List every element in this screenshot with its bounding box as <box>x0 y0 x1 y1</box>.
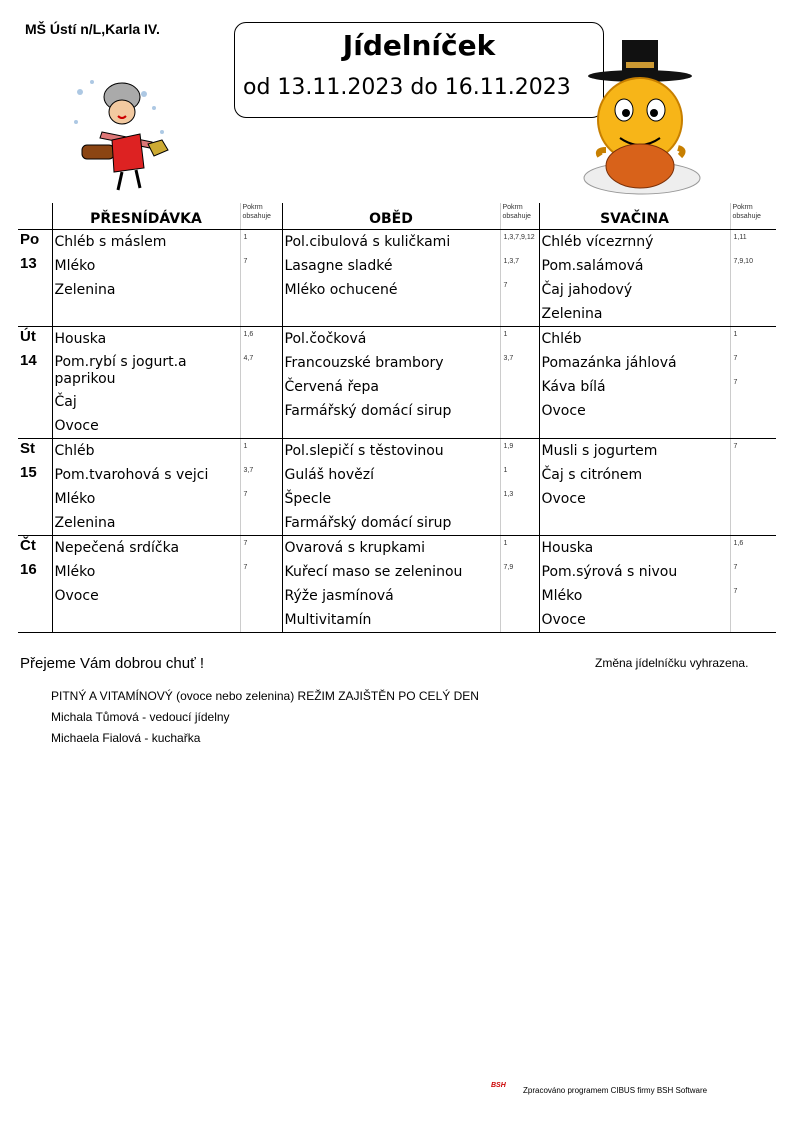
allergen-codes: 1,3 <box>503 491 514 498</box>
snack-cell <box>539 439 730 536</box>
girl-eating-illustration <box>62 72 192 194</box>
menu-item: Ovoce <box>54 418 99 434</box>
allergen-codes <box>731 487 777 511</box>
day-row <box>18 439 776 536</box>
allergen-codes: 7 <box>243 564 248 571</box>
drinking-regime-note: PITNÝ A VITAMÍNOVÝ (ovoce nebo zelenina) REŽIM ZAJIŠTĚN PO CELÝ DEN <box>51 689 479 703</box>
menu-item: Chléb s máslem <box>54 234 167 250</box>
allergen-codes: 7,9 <box>503 564 514 571</box>
menu-item: Zelenina <box>54 515 116 531</box>
day-abbr: Čt <box>20 537 36 554</box>
day-number: 16 <box>20 561 37 578</box>
menu-item: Čaj jahodový <box>541 282 633 298</box>
snack-allergen-header: Pokrm obsahuje <box>730 203 776 230</box>
lunch-allergen-cell <box>500 536 539 633</box>
bsh-logo: BSH <box>491 1082 506 1089</box>
menu-item: Chléb <box>54 443 95 459</box>
breakfast-cell <box>52 536 240 633</box>
day-number: 14 <box>20 352 37 369</box>
change-notice: Změna jídelníčku vyhrazena. <box>595 656 749 670</box>
snack-header: SVAČINA <box>539 203 730 230</box>
menu-item: Rýže jasmínová <box>284 588 394 604</box>
day-abbr: Po <box>20 231 40 248</box>
menu-item: Farmářský domácí sirup <box>284 403 452 419</box>
allergen-codes: 4,7 <box>243 355 254 362</box>
allergen-codes: 1,9 <box>503 443 514 450</box>
allergen-codes: 1 <box>733 331 738 338</box>
allergen-codes: 7 <box>733 588 738 595</box>
lunch-allergen-cell <box>500 327 539 439</box>
menu-item: Pol.cibulová s kuličkami <box>284 234 451 250</box>
menu-item: Multivitamín <box>284 612 372 628</box>
lunch-cell <box>282 536 500 633</box>
allergen-codes <box>731 399 777 423</box>
allergen-codes: 1 <box>243 443 248 450</box>
allergen-codes: 3,7 <box>503 355 514 362</box>
menu-item: Zelenina <box>541 306 603 322</box>
day-label <box>18 327 52 439</box>
day-number: 13 <box>20 255 37 272</box>
allergen-codes: 7 <box>503 282 508 289</box>
allergen-codes <box>501 511 539 535</box>
menu-item: Farmářský domácí sirup <box>284 515 452 531</box>
allergen-codes: 1 <box>243 234 248 241</box>
breakfast-allergen-cell <box>240 536 282 633</box>
allergen-codes <box>241 414 282 438</box>
allergen-codes: 3,7 <box>243 467 254 474</box>
menu-item: Pom.tvarohová s vejci <box>54 467 209 483</box>
day-row <box>18 230 776 327</box>
breakfast-header: PŘESNÍDÁVKA <box>52 203 240 230</box>
day-abbr: St <box>20 440 35 457</box>
breakfast-cell <box>52 327 240 439</box>
menu-item: Ovarová s krupkami <box>284 540 426 556</box>
allergen-codes <box>501 399 539 423</box>
menu-item: Houska <box>541 540 594 556</box>
allergen-codes: 7 <box>243 491 248 498</box>
cook-name: Michaela Fialová - kuchařka <box>51 731 201 745</box>
allergen-codes: 1,3,7,9,12 <box>503 234 535 241</box>
allergen-codes: 1,6 <box>243 331 254 338</box>
menu-item: Musli s jogurtem <box>541 443 658 459</box>
menu-item: Nepečená srdíčka <box>54 540 180 556</box>
allergen-codes <box>501 608 539 632</box>
menu-item: Pom.salámová <box>541 258 644 274</box>
menu-item: Pomazánka jáhlová <box>541 355 677 371</box>
lunch-header: OBĚD <box>282 203 500 230</box>
menu-item: Čaj s citrónem <box>541 467 643 483</box>
menu-item <box>283 302 500 326</box>
menu-item: Mléko <box>541 588 583 604</box>
snack-allergen-cell <box>730 230 776 327</box>
menu-item: Francouzské brambory <box>284 355 444 371</box>
day-label <box>18 536 52 633</box>
allergen-codes: 7 <box>733 355 738 362</box>
school-name: MŠ Ústí n/L,Karla IV. <box>25 21 160 37</box>
allergen-codes <box>731 463 777 487</box>
allergen-codes <box>731 608 777 632</box>
software-credit: Zpracováno programem CIBUS firmy BSH Software <box>523 1086 708 1095</box>
lunch-cell <box>282 230 500 327</box>
menu-item: Lasagne sladké <box>284 258 393 274</box>
allergen-codes <box>241 278 282 302</box>
menu-item: Zelenina <box>54 282 116 298</box>
menu-item: Čaj <box>54 394 77 410</box>
snack-cell <box>539 536 730 633</box>
menu-item: Ovoce <box>54 588 99 604</box>
allergen-codes: 1,6 <box>733 540 744 547</box>
menu-item: Ovoce <box>541 491 586 507</box>
menu-item: Chléb <box>541 331 582 347</box>
notes-block <box>51 686 479 749</box>
snack-allergen-cell <box>730 327 776 439</box>
menu-item: Kuřecí maso se zeleninou <box>284 564 463 580</box>
allergen-codes <box>731 278 777 302</box>
menu-header-row <box>18 203 776 230</box>
allergen-codes <box>731 511 777 535</box>
menu-item <box>53 608 240 632</box>
allergen-codes <box>241 608 282 632</box>
menu-item: Červená řepa <box>284 379 379 395</box>
allergen-codes: 1,3,7 <box>503 258 520 265</box>
breakfast-allergen-cell <box>240 439 282 536</box>
day-label <box>18 439 52 536</box>
lunch-allergen-header: Pokrm obsahuje <box>500 203 539 230</box>
allergen-codes <box>241 511 282 535</box>
day-abbr: Út <box>20 328 36 345</box>
day-number: 15 <box>20 464 37 481</box>
menu-item: Chléb vícezrnný <box>541 234 654 250</box>
date-range: od 13.11.2023 do 16.11.2023 <box>243 75 571 100</box>
menu-item: Pom.sýrová s nivou <box>541 564 678 580</box>
snack-cell <box>539 327 730 439</box>
menu-item: Ovoce <box>541 612 586 628</box>
allergen-codes <box>501 584 539 608</box>
smiley-turkey-illustration <box>580 38 710 203</box>
menu-item: Mléko <box>54 564 96 580</box>
breakfast-cell <box>52 439 240 536</box>
allergen-codes: 7 <box>733 443 738 450</box>
menu-item: Špecle <box>284 491 332 507</box>
day-row <box>18 327 776 439</box>
allergen-codes <box>501 375 539 399</box>
allergen-codes <box>731 302 777 326</box>
menu-table <box>18 203 776 633</box>
title-box <box>234 22 604 118</box>
allergen-codes: 1 <box>503 331 508 338</box>
allergen-codes: 7 <box>733 379 738 386</box>
menu-item: Pom.rybí s jogurt.a paprikou <box>54 354 187 387</box>
menu-item: Mléko <box>54 258 96 274</box>
menu-item: Houska <box>54 331 107 347</box>
manager-name: Michala Tůmová - vedoucí jídelny <box>51 710 230 724</box>
allergen-codes: 7,9,10 <box>733 258 753 265</box>
allergen-codes: 7 <box>733 564 738 571</box>
menu-item: Pol.čočková <box>284 331 367 347</box>
day-label <box>18 230 52 327</box>
menu-item <box>540 511 730 535</box>
wish-text: Přejeme Vám dobrou chuť ! <box>20 655 205 672</box>
allergen-codes <box>501 302 539 326</box>
lunch-cell <box>282 327 500 439</box>
menu-item: Pol.slepičí s těstovinou <box>284 443 444 459</box>
lunch-cell <box>282 439 500 536</box>
allergen-codes: 7 <box>243 540 248 547</box>
breakfast-allergen-cell <box>240 230 282 327</box>
day-row <box>18 536 776 633</box>
breakfast-allergen-header: Pokrm obsahuje <box>240 203 282 230</box>
breakfast-cell <box>52 230 240 327</box>
menu-item: Káva bílá <box>541 379 606 395</box>
allergen-codes: 1,11 <box>733 234 747 241</box>
allergen-codes <box>241 584 282 608</box>
page-title: Jídelníček <box>342 29 496 62</box>
menu-item: Guláš hovězí <box>284 467 375 483</box>
lunch-allergen-cell <box>500 230 539 327</box>
allergen-codes: 1 <box>503 467 508 474</box>
snack-cell <box>539 230 730 327</box>
snack-allergen-cell <box>730 439 776 536</box>
allergen-codes: 7 <box>243 258 248 265</box>
menu-item: Mléko <box>54 491 96 507</box>
allergen-codes: 1 <box>503 540 508 547</box>
menu-item: Mléko ochucené <box>284 282 398 298</box>
snack-allergen-cell <box>730 536 776 633</box>
allergen-codes <box>241 390 282 414</box>
menu-item: Ovoce <box>541 403 586 419</box>
lunch-allergen-cell <box>500 439 539 536</box>
breakfast-allergen-cell <box>240 327 282 439</box>
